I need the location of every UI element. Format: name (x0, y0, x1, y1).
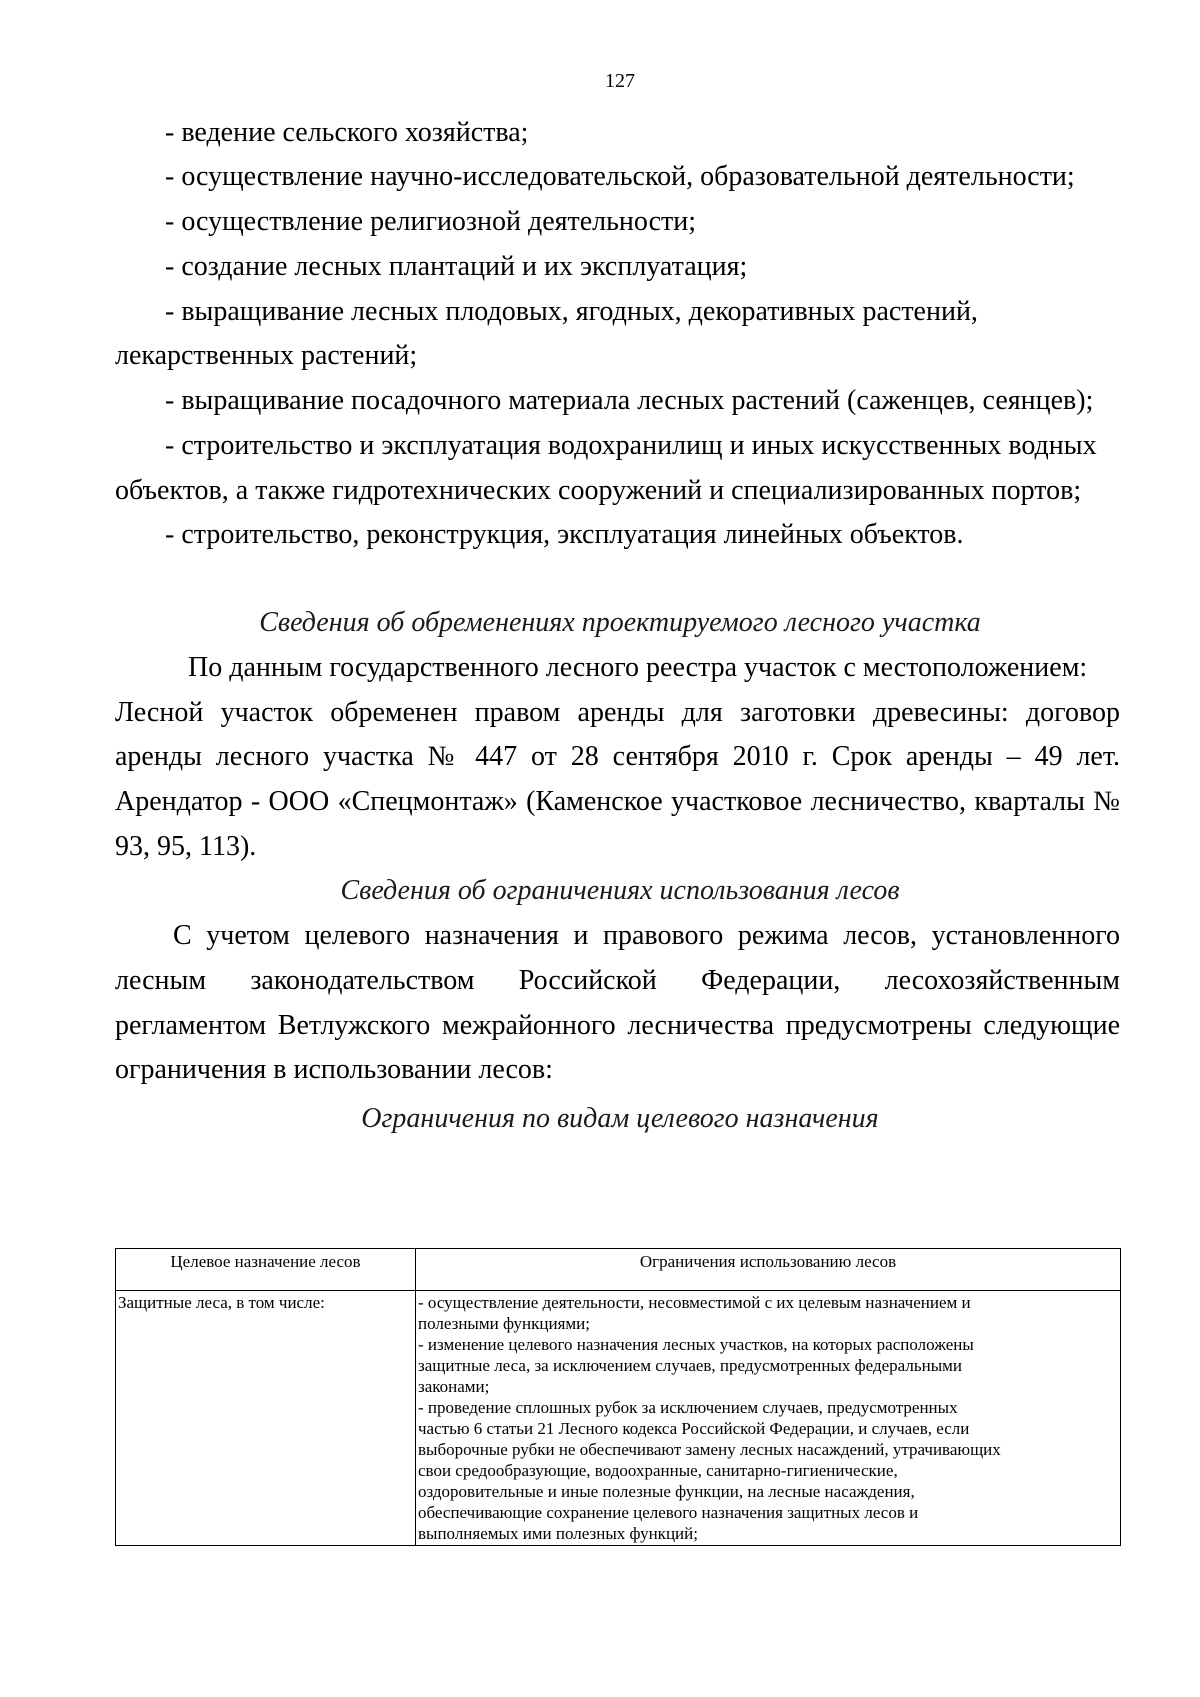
list-item-continuation: лекарственных растений; (115, 340, 418, 371)
restrictions-table (115, 1248, 1121, 1546)
list-item: - осуществление религиозной деятельности; (165, 206, 697, 237)
table-cell-category: Защитные леса, в том числе: (116, 1291, 416, 1546)
list-item: - выращивание посадочного материала лесных растений (саженцев, сеянцев); (165, 385, 1094, 416)
column-header-restrictions: Ограничения использованию лесов (416, 1249, 1121, 1291)
restriction-line: выполняемых ими полезных функций; (418, 1524, 698, 1543)
restriction-line: - изменение целевого назначения лесных участков, на которых расположены (418, 1335, 974, 1354)
paragraph-line: аренды лесного участка № 447 от 28 сентября 2010 г. Срок аренды – 49 лет. (115, 741, 1120, 772)
list-item: - создание лесных плантаций и их эксплуатация; (165, 251, 748, 282)
paragraph-line: С учетом целевого назначения и правового режима лесов, установленного (173, 920, 1120, 951)
restriction-line: полезными функциями; (418, 1314, 590, 1333)
list-item-continuation: объектов, а также гидротехнических сооружений и специализированных портов; (115, 475, 1082, 506)
paragraph-line: лесным законодательством Российской Федерации, лесохозяйственным (115, 965, 1120, 996)
list-item: - выращивание лесных плодовых, ягодных, декоративных растений, (165, 296, 978, 327)
section-heading: Сведения об обременениях проектируемого лесного участка (259, 607, 981, 638)
restriction-line: защитные леса, за исключением случаев, предусмотренных федеральными (418, 1356, 962, 1375)
list-item: - ведение сельского хозяйства; (165, 117, 529, 148)
restriction-line: обеспечивающие сохранение целевого назначения защитных лесов и (418, 1503, 919, 1522)
list-item: - осуществление научно-исследовательской, образовательной деятельности; (165, 161, 1075, 192)
restriction-line: - проведение сплошных рубок за исключением случаев, предусмотренных (418, 1398, 958, 1417)
table-header-row (116, 1249, 1121, 1291)
page-number: 127 (605, 70, 635, 92)
paragraph-line: Лесной участок обременен правом аренды для заготовки древесины: договор (115, 697, 1120, 728)
table-caption: Ограничения по видам целевого назначения (361, 1103, 879, 1134)
restriction-line: законами; (418, 1377, 490, 1396)
paragraph-line: По данным государственного лесного реестра участок с местоположением: (188, 652, 1088, 683)
restriction-line: частью 6 статьи 21 Лесного кодекса Российской Федерации, и случаев, если (418, 1419, 970, 1438)
paragraph-line: регламентом Ветлужского межрайонного лесничества предусмотрены следующие (115, 1010, 1120, 1041)
paragraph-line: Арендатор - ООО «Спецмонтаж» (Каменское участковое лесничество, кварталы № (115, 786, 1120, 817)
paragraph-line: ограничения в использовании лесов: (115, 1054, 553, 1085)
column-header-purpose: Целевое назначение лесов (116, 1249, 416, 1291)
restriction-line: свои средообразующие, водоохранные, санитарно-гигиенические, (418, 1461, 898, 1480)
table-cell-restrictions (416, 1291, 1121, 1546)
list-item: - строительство и эксплуатация водохранилищ и иных искусственных водных (165, 430, 1097, 461)
restriction-line: оздоровительные и иные полезные функции, на лесные насаждения, (418, 1482, 915, 1501)
restriction-line: выборочные рубки не обеспечивают замену лесных насаждений, утрачивающих (418, 1440, 1001, 1459)
list-item: - строительство, реконструкция, эксплуатация линейных объектов. (165, 519, 964, 550)
restriction-line: - осуществление деятельности, несовместимой с их целевым назначением и (418, 1293, 971, 1312)
paragraph-line: 93, 95, 113). (115, 831, 257, 862)
section-heading: Сведения об ограничениях использования лесов (340, 875, 900, 906)
table-row (116, 1291, 1121, 1546)
